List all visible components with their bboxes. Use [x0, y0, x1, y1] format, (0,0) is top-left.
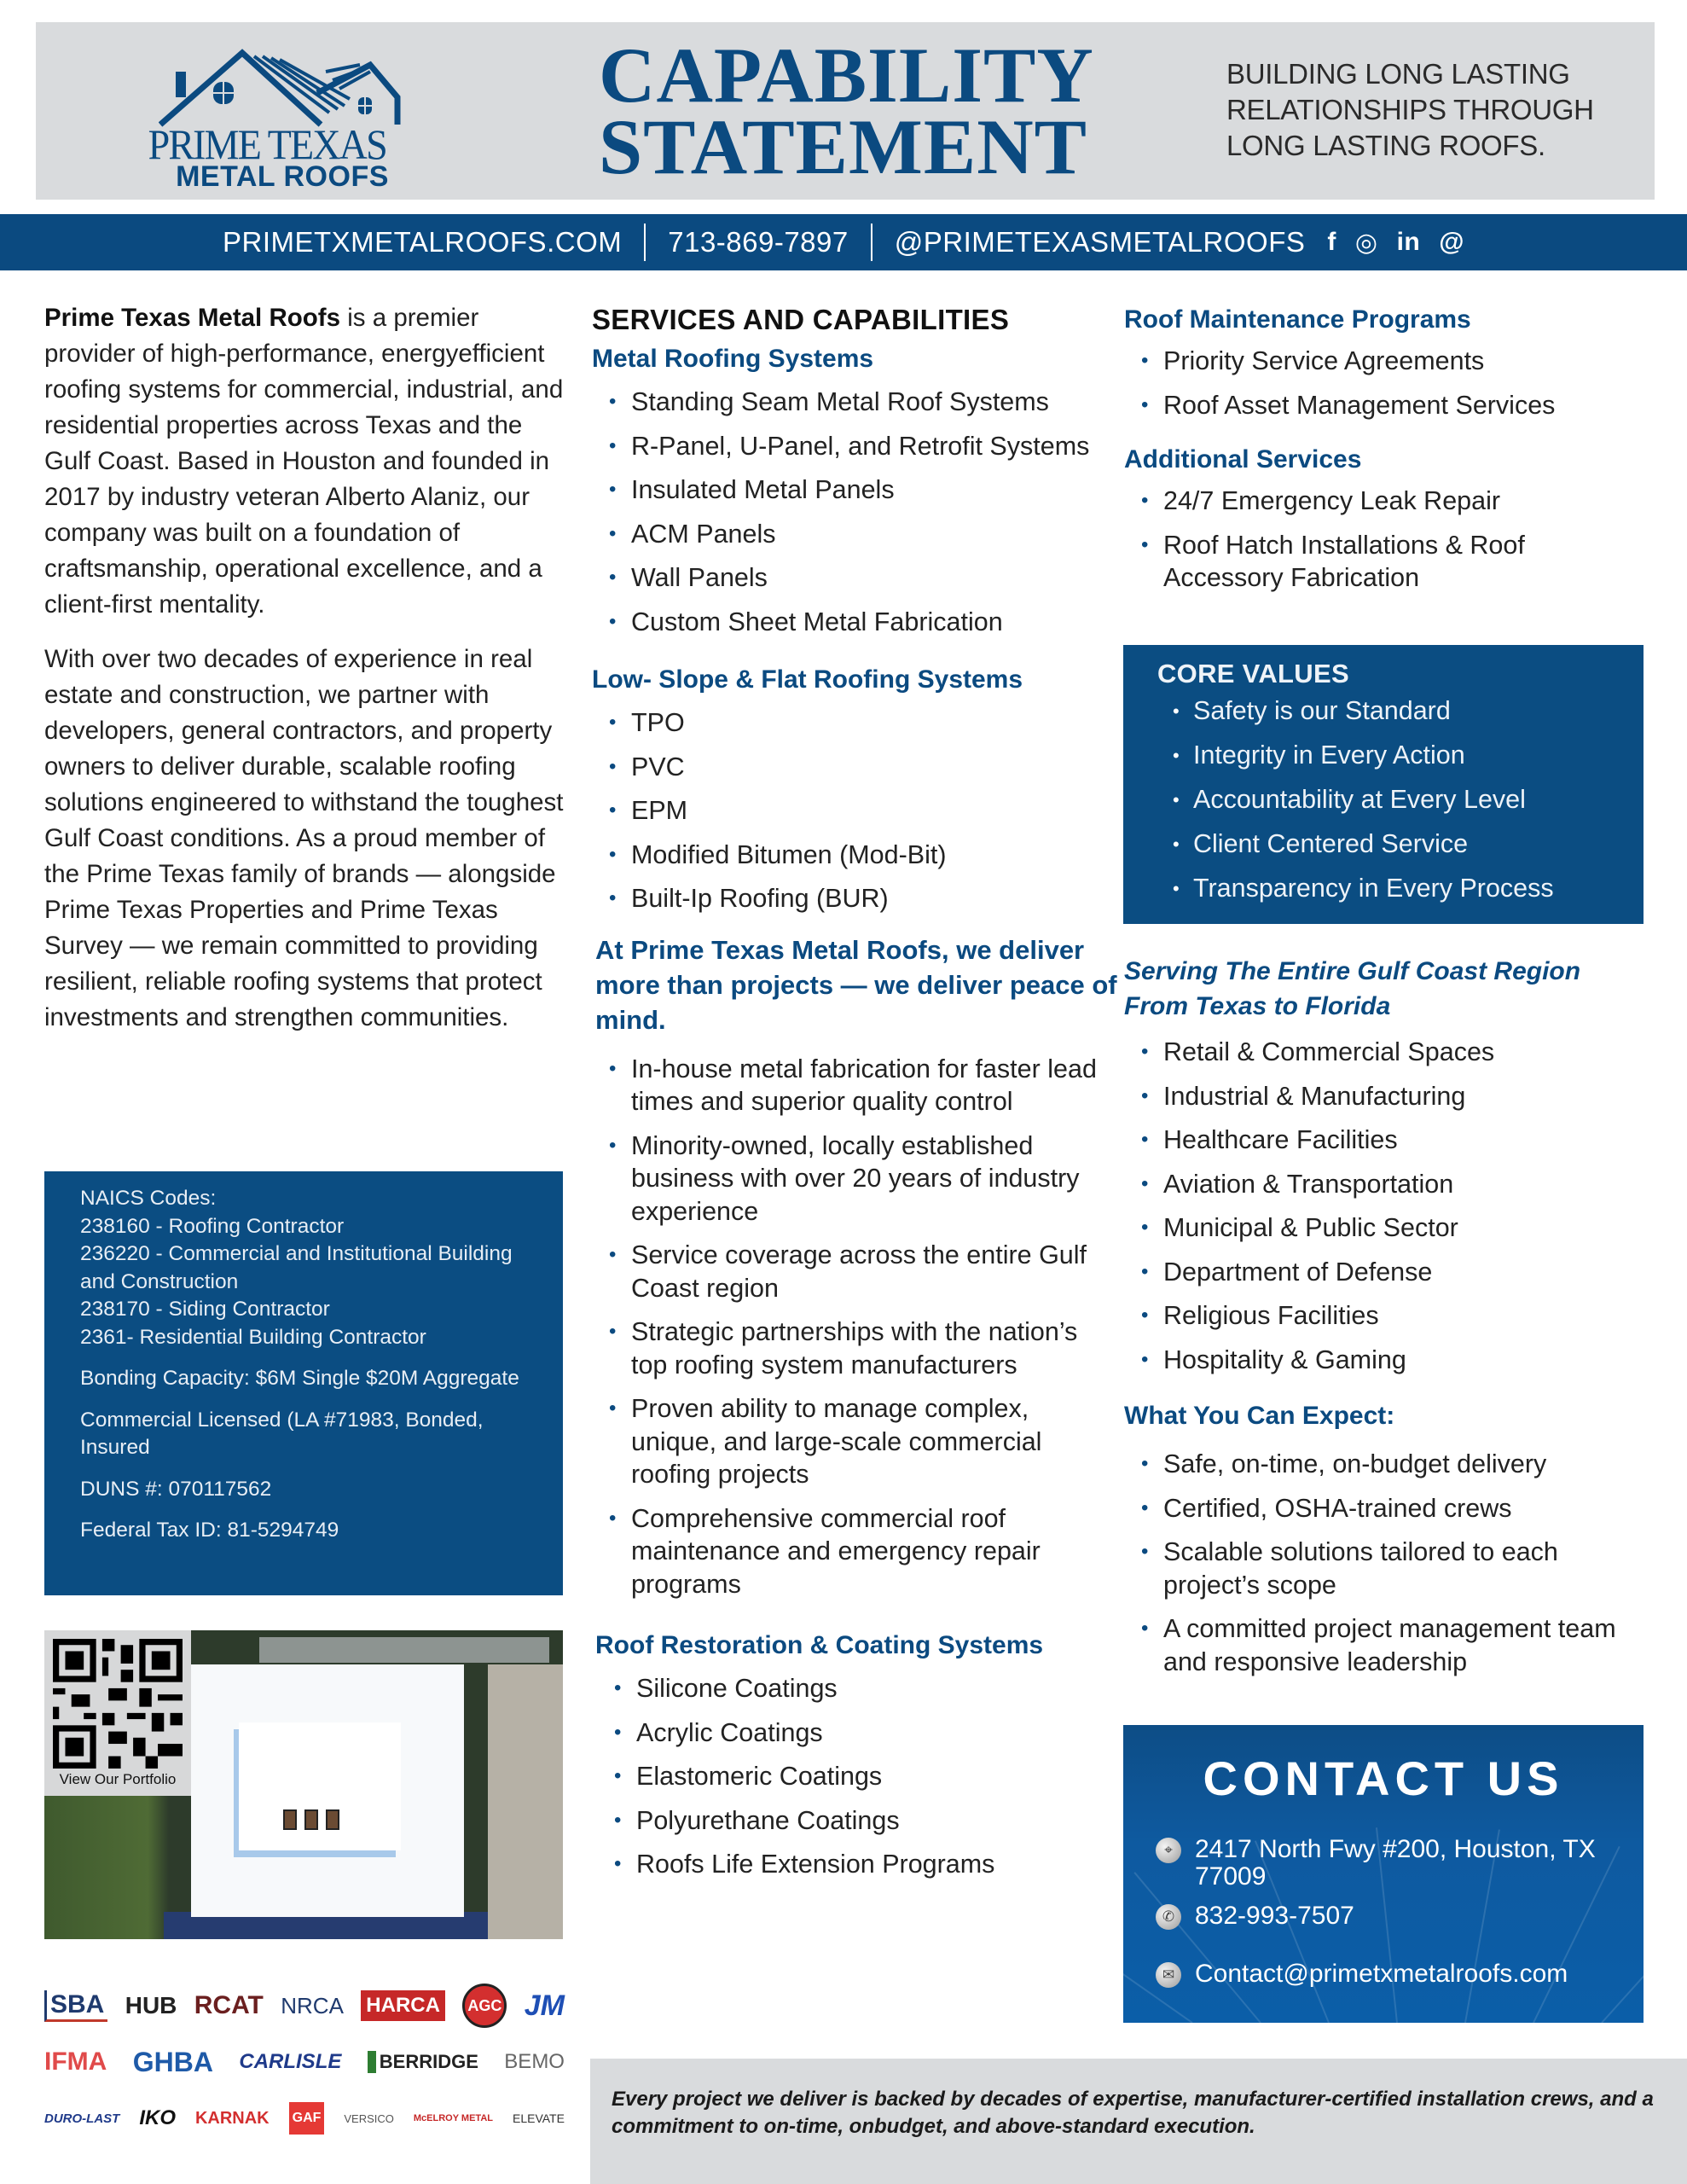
johns-manville-logo: JM [524, 1989, 565, 2022]
list-item: • Minority-owned, locally established business with over 20 years of industry experience [592, 1130, 1121, 1228]
duns-number: DUNS #: 070117562 [80, 1477, 272, 1501]
tagline-line: RELATIONSHIPS THROUGH [1226, 94, 1594, 125]
skylight-icon [283, 1809, 297, 1830]
logo-row [44, 1978, 565, 2034]
iko-logo: IKO [139, 2106, 176, 2129]
services-section [592, 304, 1121, 1898]
list-item: • Certified, OSHA-trained crews [1124, 1492, 1644, 1525]
divider [871, 224, 872, 261]
list-item: • Acrylic Coatings [597, 1716, 1121, 1750]
photo-driveway [488, 1664, 563, 1939]
expect-heading: What You Can Expect: [1124, 1402, 1395, 1430]
elevate-logo: ELEVATE [512, 2111, 565, 2125]
phone-icon: ✆ [1156, 1904, 1181, 1930]
mcelroy-metal-logo: McELROY METAL [413, 2113, 493, 2123]
list-item: • Proven ability to manage complex, unique, and large-scale commercial roofing projects [592, 1392, 1121, 1491]
list-item: • In-house metal fabrication for faster lead times and superior quality control [592, 1053, 1121, 1118]
tagline-line: LONG LASTING ROOFS. [1226, 130, 1545, 161]
header-panel [36, 22, 1655, 200]
naics-heading: NAICS Codes: [80, 1187, 217, 1210]
list-item: • Municipal & Public Sector [1124, 1211, 1644, 1245]
right-column [1124, 304, 1644, 612]
list-item: • Priority Service Agreements [1124, 345, 1644, 378]
list-item: • Wall Panels [592, 561, 1121, 595]
list-item: • TPO [592, 706, 1121, 740]
naics-code: 236220 - Commercial and Institutional Building and Construction [80, 1242, 513, 1293]
serving-section [1124, 954, 1644, 1695]
list-item: • Modified Bitumen (Mod-Bit) [592, 839, 1121, 872]
list-item: • 24/7 Emergency Leak Repair [1124, 485, 1644, 518]
skylight-icon [304, 1809, 318, 1830]
sba-logo: SBA [44, 1990, 107, 2022]
qr-label: View Our Portfolio [59, 1771, 177, 1787]
footer-statement: Every project we deliver is backed by decades of expertise, manufacturer-certified installation crews, and a commitment to on-time, onbudget, and above-standard execution. [612, 2088, 1654, 2138]
intro-paragraph-1 [44, 300, 566, 623]
white-roof-upper [239, 1722, 401, 1850]
list-item: • Built-Ip Roofing (BUR) [592, 882, 1121, 915]
ifma-logo: IFMA [44, 2048, 107, 2076]
contact-address[interactable] [1156, 1836, 1616, 1891]
carlisle-logo: CARLISLE [239, 2050, 342, 2073]
page-title [599, 32, 1145, 190]
core-values-list [1157, 694, 1609, 905]
list-item: • Silicone Coatings [597, 1672, 1121, 1705]
list-item: • Healthcare Facilities [1124, 1124, 1644, 1157]
footer-panel [590, 2059, 1687, 2184]
harca-logo: HARCA [361, 1990, 445, 2021]
bemo-logo: BEMO [504, 2050, 565, 2073]
additional-services-list [1124, 485, 1644, 595]
intro-text: is a premier provider of high-performance, energyefficient roofing systems for commercial, industrial, and residential properties across Texas and the Gulf Coast. Based in Houston and founded in 2017 by industry veteran Alberto Alaniz, our company was built on a foundation of craftsmanship, operational excellence, and a client-first mentality. [44, 304, 564, 619]
versico-logo: VERSICO [344, 2111, 394, 2125]
list-item: • Custom Sheet Metal Fabrication [592, 606, 1121, 639]
list-item: • ACM Panels [592, 518, 1121, 551]
qr-code-icon[interactable] [53, 1639, 183, 1769]
naics-code: 238160 - Roofing Contractor [80, 1214, 345, 1238]
contact-phone[interactable] [1156, 1902, 1354, 1930]
list-item: • Integrity in Every Action [1157, 739, 1609, 772]
qr-code-box[interactable] [44, 1630, 191, 1796]
serving-list [1124, 1036, 1644, 1376]
list-item: • EPM [592, 794, 1121, 828]
list-item: • Insulated Metal Panels [592, 473, 1121, 507]
list-item: • Polyurethane Coatings [597, 1804, 1121, 1838]
intro-paragraph-2: With over two decades of experience in real estate and construction, we partner with developers, general contractors, and property owners to deliver durable, scalable roofing solutions engineered to withstand the toughest Gulf Coast conditions. As a proud member of the Prime Texas family of brands — alongside Prime Texas Properties and Prime Texas Survey — we remain committed to providing resilient, reliable roofing systems that protect investments and strengthen communities. [44, 645, 564, 1031]
federal-tax-id: Federal Tax ID: 81-5294749 [80, 1519, 339, 1542]
maintenance-heading: Roof Maintenance Programs [1124, 305, 1471, 334]
intro-section [44, 300, 566, 1054]
list-item: • Safety is our Standard [1157, 694, 1609, 728]
facebook-icon[interactable]: f [1327, 228, 1336, 256]
differentiators-list [592, 1053, 1121, 1601]
list-item: • Strategic partnerships with the nation’s top roofing system manufacturers [592, 1316, 1121, 1381]
linkedin-icon[interactable]: in [1396, 228, 1421, 256]
expect-list [1124, 1448, 1644, 1678]
social-handle[interactable]: @PRIMETEXASMETALROOFS [894, 226, 1306, 258]
roof-seam-decoration [1133, 1872, 1261, 2023]
bonding-capacity: Bonding Capacity: $6M Single $20M Aggregate [80, 1367, 519, 1390]
naics-code: 2361- Residential Building Contractor [80, 1325, 426, 1349]
email-text: Contact@primetxmetalroofs.com [1195, 1960, 1568, 1988]
list-item: • Safe, on-time, on-budget delivery [1124, 1448, 1644, 1481]
list-item: • Industrial & Manufacturing [1124, 1080, 1644, 1113]
list-item: • Roof Hatch Installations & Roof Accessory Fabrication [1124, 529, 1644, 595]
divider [644, 224, 646, 261]
core-values-heading: CORE VALUES [1157, 659, 1349, 688]
envelope-icon: ✉ [1156, 1962, 1181, 1988]
metal-roofing-heading: Metal Roofing Systems [592, 345, 874, 373]
social-icons [1327, 228, 1464, 258]
company-logo [142, 41, 449, 195]
tagline [1226, 56, 1594, 164]
services-heading: SERVICES AND CAPABILITIES [592, 304, 1010, 335]
list-item: • Service coverage across the entire Gulf Coast region [592, 1239, 1121, 1304]
address-text: 2417 North Fwy #200, Houston, TX 77009 [1195, 1835, 1596, 1891]
instagram-icon[interactable]: ◎ [1354, 228, 1378, 257]
list-item: • Retail & Commercial Spaces [1124, 1036, 1644, 1069]
contact-panel [1123, 1725, 1644, 2023]
list-item: • Religious Facilities [1124, 1299, 1644, 1333]
peace-of-mind-callout: At Prime Texas Metal Roofs, we deliver more than projects — we deliver peace of mind. [595, 934, 1117, 1035]
contact-email[interactable] [1156, 1960, 1568, 1988]
list-item: • Accountability at Every Level [1157, 783, 1609, 816]
ghba-logo: GHBA [132, 2046, 213, 2077]
tagline-line: BUILDING LONG LASTING [1226, 58, 1570, 90]
agc-logo: AGC [462, 1984, 507, 2028]
metal-roofing-list [592, 386, 1121, 638]
company-name: Prime Texas Metal Roofs [44, 304, 341, 332]
low-slope-list [592, 706, 1121, 915]
logo-row [44, 2034, 565, 2090]
maintenance-list [1124, 345, 1644, 421]
logo-wordmark-prime-texas: PRIME TEXAS [148, 120, 386, 168]
phone-text: 832-993-7507 [1195, 1902, 1354, 1930]
berridge-logo: BERRIDGE [368, 2051, 478, 2073]
list-item: • Elastomeric Coatings [597, 1760, 1121, 1793]
restoration-heading: Roof Restoration & Coating Systems [595, 1631, 1044, 1659]
list-item: • Aviation & Transportation [1124, 1168, 1644, 1201]
core-values-panel [1123, 645, 1644, 924]
skylight-icon [326, 1809, 339, 1830]
house-roof-logo-icon [159, 46, 406, 127]
list-item: • Roofs Life Extension Programs [597, 1848, 1121, 1881]
list-item: • Transparency in Every Process [1157, 872, 1609, 905]
list-item: • Standing Seam Metal Roof Systems [592, 386, 1121, 419]
license-info: Commercial Licensed (LA #71983, Bonded, Insured [80, 1408, 484, 1459]
photo-background [259, 1637, 549, 1663]
contact-bar [0, 214, 1687, 270]
restoration-list [597, 1672, 1121, 1881]
gaf-logo: GAF [289, 2102, 325, 2135]
website-link[interactable]: PRIMETXMETALROOFS.COM [222, 226, 623, 258]
list-item: • Comprehensive commercial roof maintenance and emergency repair programs [592, 1502, 1121, 1601]
naics-code: 238170 - Siding Contractor [80, 1298, 330, 1321]
naics-panel [44, 1171, 563, 1595]
list-item: • Roof Asset Management Services [1124, 389, 1644, 422]
rcat-logo: RCAT [194, 1991, 264, 2019]
list-item: • R-Panel, U-Panel, and Retrofit Systems [592, 430, 1121, 463]
logo-row [44, 2090, 565, 2146]
duro-last-logo: DURO-LAST [44, 2111, 120, 2126]
partner-logos [44, 1978, 565, 2157]
threads-icon[interactable]: @ [1439, 228, 1464, 256]
roof-seam-decoration [1601, 1876, 1644, 2023]
list-item: • Client Centered Service [1157, 828, 1609, 861]
list-item: • Department of Defense [1124, 1256, 1644, 1289]
page-title-line-2: STATEMENT [599, 103, 1088, 190]
portfolio-photo [44, 1630, 563, 1939]
low-slope-heading: Low- Slope & Flat Roofing Systems [592, 665, 1023, 694]
location-pin-icon: ⌖ [1156, 1838, 1181, 1863]
list-item: • Scalable solutions tailored to each project’s scope [1124, 1536, 1644, 1601]
phone-link[interactable]: 713-869-7897 [668, 226, 849, 258]
logo-wordmark-metal-roofs: METAL ROOFS [176, 160, 389, 193]
nrca-logo: NRCA [281, 1992, 344, 2018]
serving-heading: Serving The Entire Gulf Coast Region From Texas to Florida [1124, 957, 1581, 1020]
hub-logo: HUB [125, 1992, 177, 2018]
additional-services-heading: Additional Services [1124, 445, 1362, 473]
list-item: • A committed project management team and responsive leadership [1124, 1612, 1644, 1678]
list-item: • PVC [592, 751, 1121, 784]
list-item: • Hospitality & Gaming [1124, 1344, 1644, 1377]
page-title-line-1: CAPABILITY [599, 32, 1094, 119]
contact-heading: CONTACT US [1203, 1751, 1564, 1805]
karnak-logo: KARNAK [194, 2108, 270, 2128]
